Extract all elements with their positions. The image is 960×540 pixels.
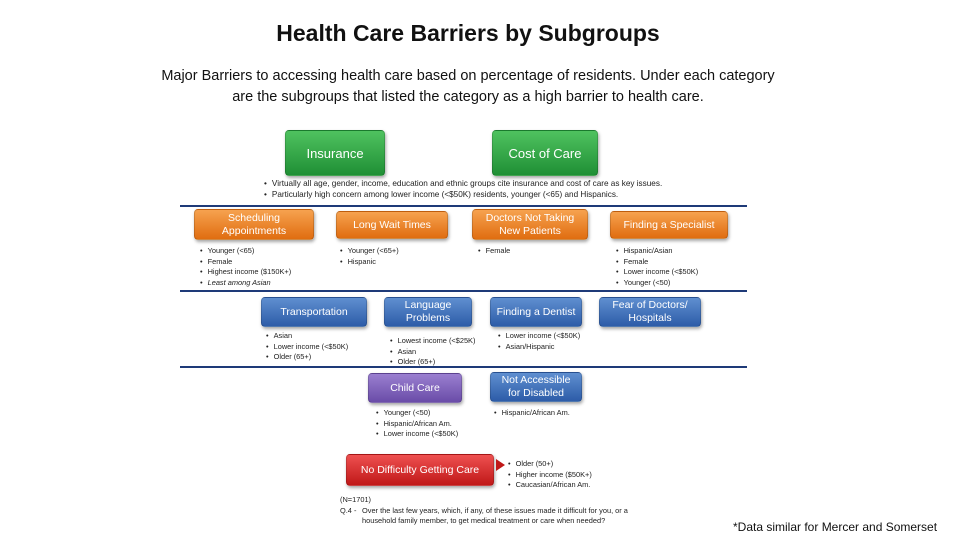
list-item: • Older (65+) [390, 357, 475, 368]
list-item: • Higher income ($50K+) [508, 470, 592, 481]
list-item: • Younger (<50) [616, 278, 698, 289]
box-doctors-not-taking-new-patients: Doctors Not Taking New Patients [472, 209, 588, 240]
list-item: • Female [616, 257, 698, 268]
page-title: Health Care Barriers by Subgroups [276, 20, 660, 46]
box-transportation: Transportation [261, 297, 367, 327]
top-bullet: • Virtually all age, gender, income, education and ethnic groups cite insurance and cost of care as key issues. [264, 178, 662, 189]
box-finding-a-dentist: Finding a Dentist [490, 297, 582, 327]
box-language-problems: Language Problems [384, 297, 472, 327]
list-item: • Lower income (<$50K) [266, 342, 348, 353]
survey-question-number: Q.4 - [340, 506, 357, 515]
list-doctors-not-taking-new-patients [478, 246, 510, 257]
arrow-right-icon [496, 459, 505, 471]
box-scheduling-appointments: Scheduling Appointments [194, 209, 314, 240]
list-item: • Asian [390, 347, 475, 358]
survey-n: (N=1701) [340, 495, 372, 504]
box-long-wait-times: Long Wait Times [336, 211, 448, 239]
list-long-wait-times [340, 246, 399, 267]
box-not-accessible-for-disabled: Not Accessible for Disabled [490, 372, 582, 402]
page-subtitle: Major Barriers to accessing health care based on percentage of residents. Under each category are the subgroups that listed the category as a high barrier to health care. [161, 68, 775, 105]
list-item: • Younger (<65) [200, 246, 291, 257]
footnote: *Data similar for Mercer and Somerset [733, 520, 938, 534]
divider-1 [180, 205, 747, 207]
list-item: • Hispanic/African Am. [494, 408, 570, 419]
box-no-difficulty-getting-care: No Difficulty Getting Care [346, 454, 494, 486]
divider-2 [180, 290, 747, 292]
list-item: • Asian/Hispanic [498, 342, 580, 353]
list-child-care [376, 408, 458, 440]
list-language-problems [390, 336, 475, 368]
list-item: • Female [478, 246, 510, 257]
survey-question: Over the last few years, which, if any, of these issues made it difficult for you, or a household family member, to get medical treatment or care when needed? [362, 506, 628, 525]
barriers-diagram [180, 126, 750, 538]
list-item: • Lowest income (<$25K) [390, 336, 475, 347]
list-item: • Hispanic/Asian [616, 246, 698, 257]
list-item: • Hispanic/African Am. [376, 419, 458, 430]
box-finding-a-specialist: Finding a Specialist [610, 211, 728, 239]
list-not-accessible-for-disabled [494, 408, 570, 419]
list-finding-a-specialist [616, 246, 698, 288]
list-item: • Caucasian/African Am. [508, 480, 592, 491]
list-finding-a-dentist [498, 331, 580, 352]
box-insurance: Insurance [285, 130, 385, 176]
list-item: • Lower income (<$50K) [616, 267, 698, 278]
list-item: • Highest income ($150K+) [200, 267, 291, 278]
divider-3 [180, 366, 747, 368]
box-child-care: Child Care [368, 373, 462, 403]
box-fear-of-doctors-hospitals: Fear of Doctors/ Hospitals [599, 297, 701, 327]
top-bullet: • Particularly high concern among lower income (<$50K) residents, younger (<65) and Hispanics. [264, 189, 662, 200]
box-cost-of-care: Cost of Care [492, 130, 598, 176]
top-bullets [264, 178, 662, 200]
list-transportation [266, 331, 348, 363]
list-item: • Younger (<50) [376, 408, 458, 419]
list-item: • Older (65+) [266, 352, 348, 363]
list-no-difficulty-getting-care [508, 459, 592, 491]
list-item: • Older (50+) [508, 459, 592, 470]
list-item: • Least among Asian [200, 278, 291, 289]
list-item: • Lower income (<$50K) [498, 331, 580, 342]
list-item: • Younger (<65+) [340, 246, 399, 257]
list-scheduling-appointments [200, 246, 291, 288]
list-item: • Lower income (<$50K) [376, 429, 458, 440]
list-item: • Female [200, 257, 291, 268]
list-item: • Asian [266, 331, 348, 342]
list-item: • Hispanic [340, 257, 399, 268]
